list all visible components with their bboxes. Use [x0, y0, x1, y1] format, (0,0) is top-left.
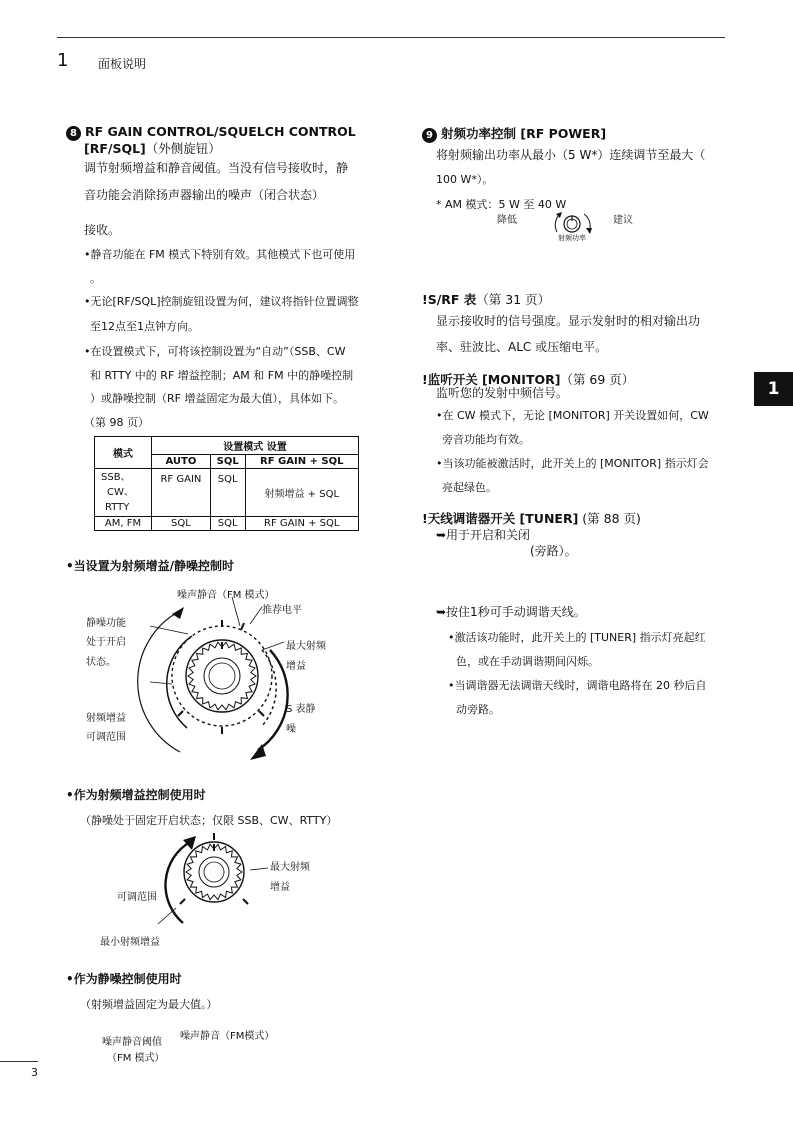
- d1-sql-on-label: 处于开启: [86, 637, 126, 648]
- sec8-bullet-line: ）或静噪控制（RF 增益固定为最大值），具体如下。: [90, 392, 344, 405]
- table-cell-text: RTTY: [105, 502, 130, 513]
- sec8-bullet-line: •静音功能在 FM 模式下特别有效。其他模式下也可使用: [84, 248, 356, 261]
- d1-rf-range-label: 射频增益: [86, 713, 126, 724]
- sec8-bullet-line: （第 98 页）: [84, 416, 149, 429]
- sub2-note: （静噪处于固定开启状态；仅限 SSB、CW、RTTY）: [80, 814, 338, 827]
- sec8-bullet-line: •在设置模式下，可将该控制设置为“自动”（SSB、CW: [84, 345, 346, 358]
- d3-threshold-label: （FM 模式）: [107, 1053, 165, 1064]
- d1-max-rf-label: 增益: [286, 661, 306, 672]
- tuner-line: ➥按住1秒可手动调谐天线。: [436, 605, 586, 619]
- chapter-side-tab[interactable]: 1: [754, 372, 793, 406]
- table-header-sql: SQL: [210, 455, 245, 469]
- monitor-title-bold: 监听开关 [MONITOR]: [427, 372, 561, 387]
- d1-recommended-label: 推荐电平: [262, 605, 302, 616]
- section-srf-title: !S/RF 表（第 31 页）: [422, 292, 551, 307]
- d1-sql-on-label: 状态。: [86, 657, 116, 668]
- sec8-bullet-line: •无论[RF/SQL]控制旋钮设置为何，建议将指针位置调整: [84, 295, 359, 308]
- table-cell: SQL: [210, 517, 245, 531]
- sec8-paragraph-line: 接收。: [84, 223, 121, 237]
- d3-noise-fm-label: 噪声静音（FM模式）: [180, 1031, 275, 1042]
- sec8-paragraph-line: 音功能会消除扬声器输出的噪声（闭合状态）: [84, 188, 325, 202]
- tuner-title-bold: 天线调谐器开关 [TUNER]: [427, 511, 579, 526]
- tuner-bullet-line: 动旁路。: [456, 703, 500, 716]
- d1-rf-range-label: 可调范围: [86, 732, 126, 743]
- tuner-title-rest: (第 88 页): [578, 511, 641, 526]
- table-header-mode: 模式: [95, 437, 152, 469]
- monitor-paragraph-line: 监听您的发射中频信号。: [436, 386, 569, 400]
- footer-rule: [0, 1061, 38, 1062]
- srf-paragraph-line: 率、驻波比、ALC 或压缩电平。: [436, 340, 608, 354]
- table-cell: SQL: [152, 517, 211, 531]
- section-8-title-text: RF GAIN CONTROL/SQUELCH CONTROL: [85, 124, 356, 139]
- sec8-bullet-line: 。: [90, 272, 101, 285]
- monitor-bullet-line: •在 CW 模式下，无论 [MONITOR] 开关设置如何，CW: [436, 409, 709, 422]
- chapter-number: 1: [57, 50, 69, 71]
- srf-paragraph-line: 显示接收时的信号强度。显示发射时的相对输出功: [436, 314, 701, 328]
- table-header-group: 设置模式 设置: [152, 437, 359, 455]
- d2-max-rf-label: 最大射频: [270, 862, 310, 873]
- d1-s-sql-label: S 表静: [286, 704, 316, 715]
- table-cell: AM, FM: [95, 517, 152, 531]
- sub3-note: （射频增益固定为最大值。）: [80, 998, 218, 1011]
- d2-range-label: 可调范围: [117, 892, 157, 903]
- table-cell-text: CW、: [107, 487, 134, 498]
- d1-sql-on-label: 静噪功能: [86, 618, 126, 629]
- tuner-bullet-line: 色，或在手动调谐期间闪烁。: [456, 655, 599, 668]
- table-cell-text: SSB、: [101, 472, 131, 483]
- table-cell: RF GAIN + SQL: [245, 517, 358, 531]
- monitor-bullet-line: 旁音功能均有效。: [442, 433, 530, 446]
- section-tuner-title: !天线调谐器开关 [TUNER] (第 88 页): [422, 511, 641, 526]
- monitor-bullet-line: 亮起绿色。: [442, 481, 497, 494]
- d2-min-rf-label: 最小射频增益: [100, 937, 160, 948]
- section-8-subtitle-bold: [RF/SQL]: [84, 141, 146, 156]
- sec9-paragraph-line: 将射频输出功率从最小（5 W*）连续调节至最大（: [436, 148, 706, 162]
- srf-title-bold: S/RF 表: [427, 292, 477, 307]
- d1-max-rf-label: 最大射频: [286, 641, 326, 652]
- sub3-title: •作为静噪控制使用时: [66, 972, 182, 986]
- tuner-bullet-line: •激活该功能时，此开关上的 [TUNER] 指示灯亮起红: [448, 631, 706, 644]
- page-header-title: 面板说明: [98, 57, 147, 71]
- sec8-paragraph-line: 调节射频增益和静音阈值。当没有信号接收时，静: [84, 161, 349, 175]
- srf-title-rest: （第 31 页）: [476, 292, 551, 307]
- sec8-bullet-line: 和 RTTY 中的 RF 增益控制；AM 和 FM 中的静噪控制: [90, 369, 354, 382]
- sec9-note: * AM 模式：5 W 至 40 W: [436, 198, 567, 211]
- section-9-title-text: 射频功率控制 [RF POWER]: [441, 126, 607, 141]
- rf-power-knob-label: 射频功率: [558, 234, 586, 242]
- tuner-line: ➥用于开启和关闭: [436, 528, 531, 542]
- section-8-subtitle-rest: （外侧旋钮）: [145, 141, 221, 156]
- sec8-bullet-line: 至12点至1点钟方向。: [90, 320, 199, 333]
- rf-power-raise-label: 建议: [613, 215, 633, 226]
- table-cell: SQL: [210, 469, 245, 517]
- monitor-title-rest: （第 69 页）: [560, 372, 635, 387]
- page-number: 3: [31, 1066, 38, 1079]
- table-cell: 射频增益 + SQL: [245, 469, 358, 517]
- monitor-bullet-line: •当该功能被激活时，此开关上的 [MONITOR] 指示灯会: [436, 457, 709, 470]
- sec9-paragraph-line: 100 W*）。: [436, 173, 494, 186]
- section-monitor-title: !监听开关 [MONITOR]（第 69 页）: [422, 372, 635, 387]
- d1-noise-fm-label: 噪声静音（FM 模式）: [177, 590, 275, 601]
- d1-s-sql-label: 噪: [286, 724, 296, 735]
- d2-max-rf-label: 增益: [270, 882, 290, 893]
- sub2-title: •作为射频增益控制使用时: [66, 788, 206, 802]
- tuner-line: (旁路）。: [530, 544, 577, 558]
- sub1-title: •当设置为射频增益/静噪控制时: [66, 559, 235, 573]
- rf-power-lower-label: 降低: [497, 215, 517, 226]
- table-header-rfsql: RF GAIN + SQL: [245, 455, 358, 469]
- tuner-bullet-line: •当调谐器无法调谐天线时，调谐电路将在 20 秒后自: [448, 679, 707, 692]
- table-header-auto: AUTO: [152, 455, 211, 469]
- d3-threshold-label: 噪声静音阈值: [102, 1037, 162, 1048]
- section-8-number: 8: [66, 126, 81, 141]
- table-cell: RF GAIN: [152, 469, 211, 517]
- section-9-number: 9: [422, 128, 437, 143]
